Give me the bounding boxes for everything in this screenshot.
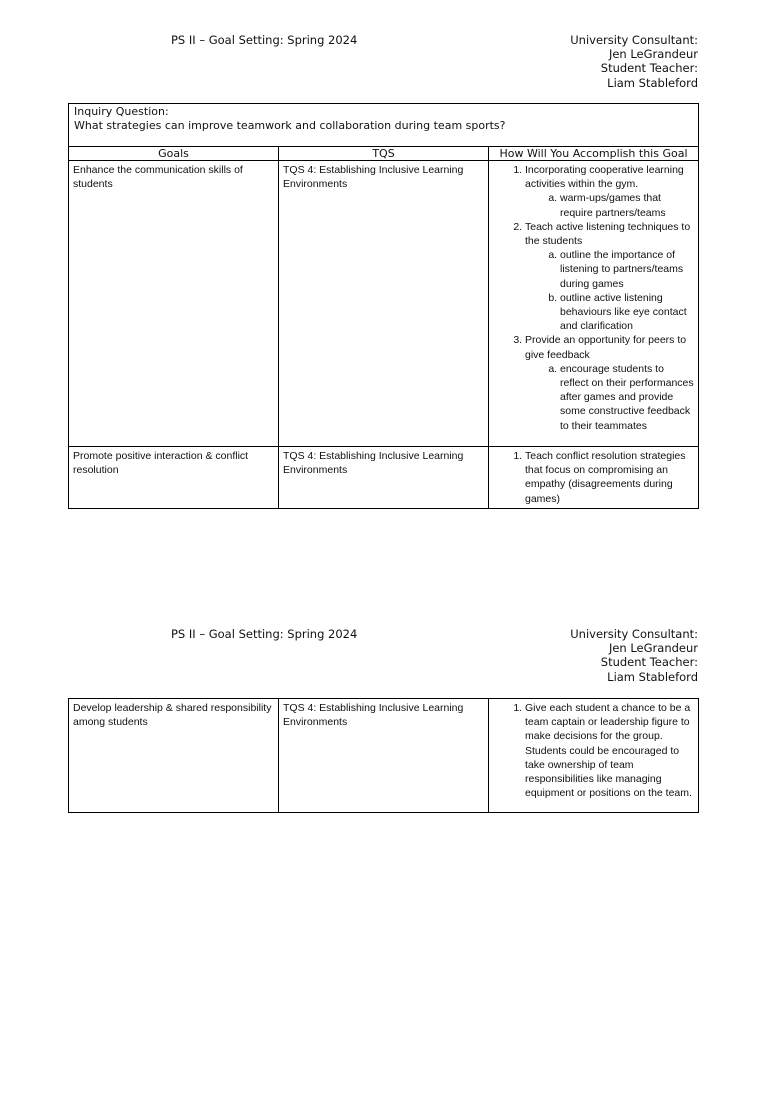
teacher-name: Liam Stableford <box>607 669 698 684</box>
teacher-label: Student Teacher: <box>600 655 698 670</box>
consultant-name: Jen LeGrandeur <box>608 47 698 62</box>
table-row <box>69 699 699 813</box>
step-text: Provide an opportunity for peers to give feedback <box>525 334 687 361</box>
header-contacts <box>570 33 698 90</box>
teacher-name: Liam Stableford <box>607 75 698 90</box>
steps-list <box>493 163 694 433</box>
list-item: a. encourage students to reflect on their performances after games and provide some constructive feedback to their teammates <box>560 362 694 433</box>
steps-cell <box>489 699 699 813</box>
column-header-tqs: TQS <box>279 147 489 161</box>
steps-list <box>493 701 694 800</box>
sub-steps-list <box>525 362 694 433</box>
column-header-goals: Goals <box>69 147 279 161</box>
steps-cell <box>489 447 699 509</box>
table-row <box>69 447 699 509</box>
steps-cell <box>489 161 699 447</box>
consultant-name: Jen LeGrandeur <box>608 641 698 656</box>
inquiry-label: Inquiry Question: <box>74 105 169 118</box>
teacher-label: Student Teacher: <box>600 61 698 76</box>
inquiry-question: What strategies can improve teamwork and collaboration during team sports? <box>74 119 506 132</box>
goal-cell: Develop leadership & shared responsibility among students <box>69 699 279 813</box>
consultant-label: University Consultant: <box>570 627 698 641</box>
list-item <box>525 220 694 334</box>
list-item: b. outline active listening behaviours like eye contact and clarification <box>560 291 694 334</box>
steps-list <box>493 449 694 506</box>
column-header-how: How Will You Accomplish this Goal <box>489 147 699 161</box>
document-page-2 <box>0 594 768 1106</box>
goals-table <box>68 103 699 509</box>
page-title: PS II – Goal Setting: Spring 2024 <box>171 33 358 47</box>
inquiry-cell <box>69 104 699 147</box>
list-item: a. warm-ups/games that require partners/teams <box>560 191 694 219</box>
goal-cell: Promote positive interaction & conflict resolution <box>69 447 279 509</box>
table-row <box>69 161 699 447</box>
list-item: 1. Give each student a chance to be a team captain or leadership figure to make decisions for the group. Students could be encouraged to take ownership of team responsibilities like managing equipment or positions on the team. <box>525 701 694 800</box>
sub-steps-list <box>525 191 694 219</box>
inquiry-row <box>69 104 699 147</box>
tqs-cell: TQS 4: Establishing Inclusive Learning Environments <box>279 699 489 813</box>
list-item <box>525 163 694 220</box>
goal-cell: Enhance the communication skills of students <box>69 161 279 447</box>
document-page-1 <box>0 0 768 512</box>
tqs-cell: TQS 4: Establishing Inclusive Learning Environments <box>279 447 489 509</box>
sub-steps-list <box>525 248 694 333</box>
header-contacts <box>570 627 698 684</box>
page-title: PS II – Goal Setting: Spring 2024 <box>171 627 358 641</box>
list-item: 1. Teach conflict resolution strategies that focus on compromising an empathy (disagreements during games) <box>525 449 694 506</box>
list-item <box>525 333 694 432</box>
step-text: Teach active listening techniques to the students <box>525 220 691 248</box>
step-text: Incorporating cooperative learning activities within the gym. <box>525 164 684 191</box>
table-header-row <box>69 147 699 161</box>
goals-table <box>68 698 699 813</box>
tqs-cell: TQS 4: Establishing Inclusive Learning Environments <box>279 161 489 447</box>
consultant-label: University Consultant: <box>570 33 698 47</box>
list-item: a. outline the importance of listening to partners/teams during games <box>560 248 694 291</box>
